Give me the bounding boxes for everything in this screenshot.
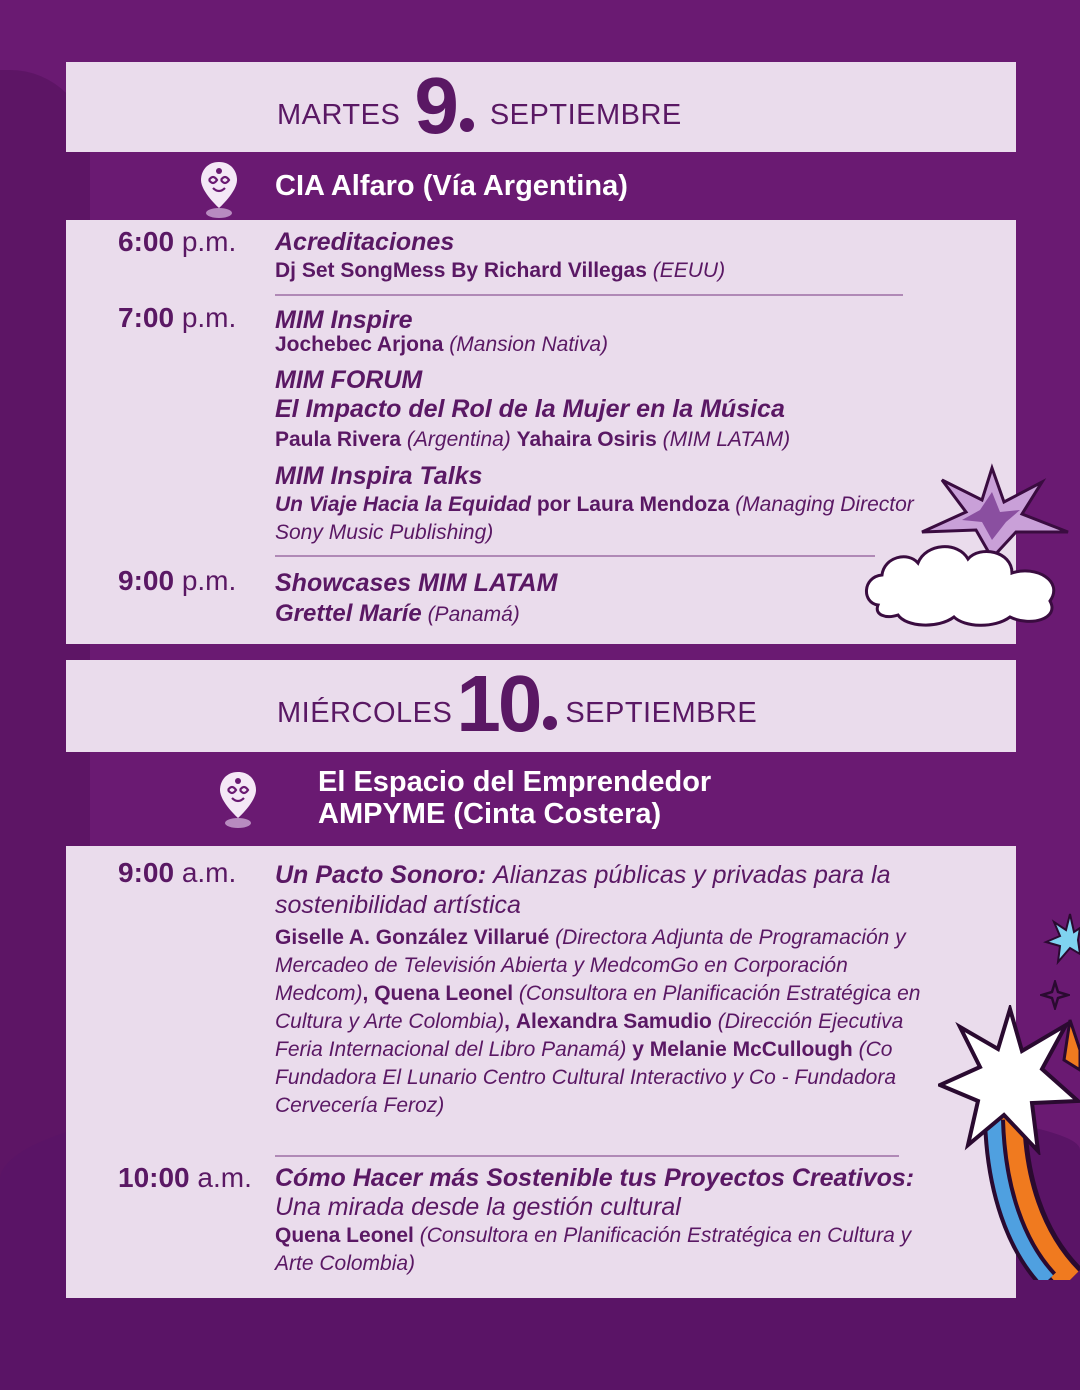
event-org: (MIM LATAM)	[662, 428, 791, 451]
day1-dot	[460, 118, 474, 132]
day2-venue	[318, 766, 711, 830]
separator: ,	[504, 1010, 510, 1033]
day2-venue-line1: El Espacio del Emprendedor	[318, 766, 712, 798]
day2-venue-line2: AMPYME (Cinta Costera)	[318, 798, 662, 830]
separator: ,	[362, 982, 369, 1005]
day1-slot2-time	[118, 302, 236, 334]
location-pin-icon	[218, 770, 258, 830]
divider	[275, 1155, 899, 1157]
event-title: MIM FORUM	[275, 366, 423, 394]
event-title: Un Pacto Sonoro:	[275, 861, 487, 889]
divider	[275, 294, 903, 296]
day1-venue: CIA Alfaro (Vía Argentina)	[275, 170, 628, 202]
speaker-role: (Directora Adjunta de Programación y Mercadeo de Televisión Abierta y MedcomGo en Corporación Medcom)	[275, 926, 906, 1005]
event-title: Acreditaciones	[275, 228, 455, 256]
event-title-rest: Alianzas públicas y privadas para la sostenibilidad artística	[275, 861, 891, 919]
event-performer: Dj Set SongMess By Richard Villegas	[275, 259, 647, 282]
event-origin: (Panamá)	[427, 603, 520, 626]
day2-slot1-event	[275, 860, 940, 1120]
day1-date	[277, 61, 682, 150]
day1-slot2-event1	[275, 306, 935, 359]
time-hour: 7:00	[118, 302, 175, 333]
day2-number: 10	[456, 659, 540, 748]
event-speaker: Jochebec Arjona	[275, 333, 444, 356]
day1-slot3-event	[275, 569, 935, 629]
speaker: Quena Leonel	[275, 1224, 414, 1247]
event-org: (Mansion Nativa)	[449, 333, 609, 356]
event-title: MIM Inspira Talks	[275, 462, 483, 490]
day2-dot	[543, 716, 557, 730]
event-title: MIM Inspire	[275, 306, 413, 334]
talk-speaker: por Laura Mendoza	[536, 493, 730, 516]
starburst-icon	[938, 1005, 1080, 1155]
day1-slot2-event2	[275, 366, 935, 454]
time-hour: 9:00	[118, 857, 175, 888]
day1-month: SEPTIEMBRE	[489, 99, 682, 131]
event-title-rest: Una mirada desde la gestión cultural	[275, 1193, 681, 1221]
starburst-icon	[1040, 910, 1080, 970]
cloud-icon	[860, 535, 1070, 630]
day1-slot3-time	[118, 565, 236, 597]
speaker-role: (Dirección Ejecutiva Feria Internacional del Libro Panamá)	[275, 1010, 904, 1061]
speaker-role: (Co Fundadora El Lunario Centro Cultural Interactivo y Co - Fundadora Cervecería Feroz)	[275, 1038, 896, 1117]
event-origin: (EEUU)	[652, 259, 726, 282]
location-pin-icon	[199, 160, 239, 220]
day2-month: SEPTIEMBRE	[565, 697, 758, 729]
event-speaker: Paula Rivera	[275, 428, 402, 451]
speaker: Melanie McCullough	[649, 1038, 853, 1061]
event-subtitle: El Impacto del Rol de la Mujer en la Música	[275, 395, 785, 423]
day2-weekday: MIÉRCOLES	[277, 697, 453, 729]
day2-slot2-time	[118, 1162, 252, 1194]
time-suffix: p.m.	[181, 302, 237, 333]
day1-slot2-event3	[275, 462, 915, 547]
speaker: Alexandra Samudio	[515, 1010, 712, 1033]
speaker-role: (Consultora en Planificación Estratégica en Cultura y Arte Colombia)	[275, 1224, 912, 1275]
day2-slot1-time	[118, 857, 236, 889]
time-suffix: a.m.	[181, 857, 237, 888]
event-title: Showcases MIM LATAM	[275, 569, 558, 597]
day1-slot1-time	[118, 226, 236, 258]
time-suffix: p.m.	[181, 565, 237, 596]
talk-org: (Managing Director Sony Music Publishing)	[275, 493, 914, 544]
event-title: Cómo Hacer más Sostenible tus Proyectos Creativos:	[275, 1164, 915, 1192]
time-suffix: a.m.	[197, 1162, 252, 1193]
event-artist: Grettel Maríe	[275, 600, 422, 627]
speaker-role: (Consultora en Planificación Estratégica en Cultura y Arte Colombia)	[275, 982, 921, 1033]
time-hour: 10:00	[118, 1162, 190, 1193]
day1-number: 9	[414, 61, 456, 150]
time-hour: 9:00	[118, 565, 175, 596]
time-hour: 6:00	[118, 226, 175, 257]
day1-weekday: MARTES	[277, 99, 401, 131]
event-org: (Argentina)	[406, 428, 511, 451]
speaker: Quena Leonel	[374, 982, 514, 1005]
divider	[275, 555, 875, 557]
separator: y	[632, 1038, 644, 1061]
day2-slot2-event	[275, 1164, 915, 1278]
day2-date	[277, 659, 758, 748]
time-suffix: p.m.	[181, 226, 237, 257]
event-speaker: Yahaira Osiris	[516, 428, 657, 451]
speaker: Giselle A. González Villarué	[275, 926, 550, 949]
day1-slot1-event	[275, 228, 935, 285]
talk-title: Un Viaje Hacia la Equidad	[275, 493, 531, 516]
